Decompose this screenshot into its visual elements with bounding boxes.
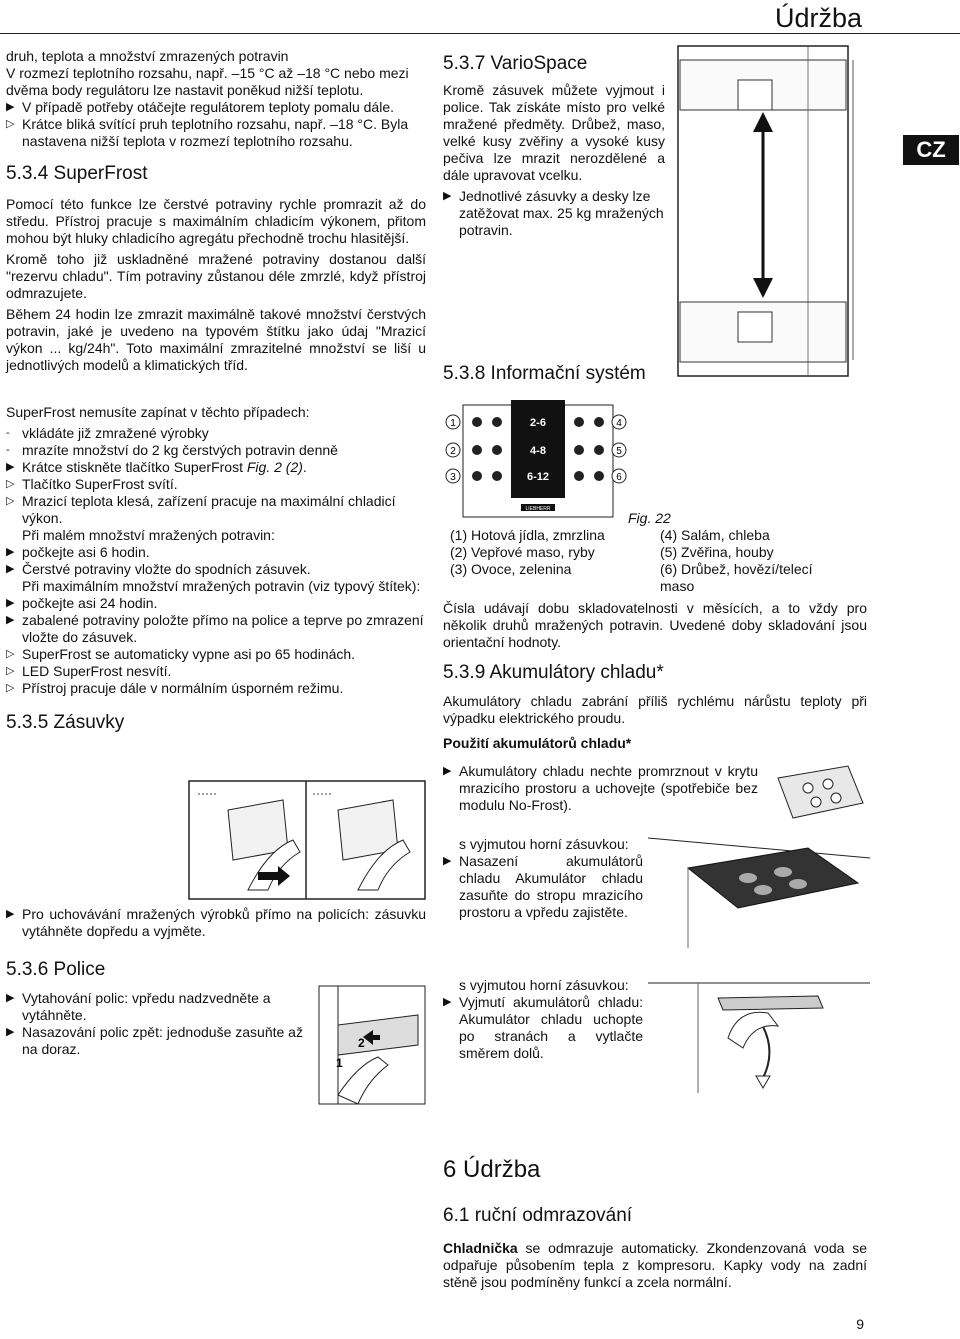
deer-icon xyxy=(594,445,604,455)
cold-pack-step-2: s vyjmutou horní zásuvkou: ▶ Nasazení akumulátorů chladu Akumulátor chladu zasuňte do stropu mrazicího prostoru a vpředu zajistěte. xyxy=(443,836,643,920)
storage-months-3: 6-12 xyxy=(526,471,550,483)
legend-item: (3) Ovoce, zelenina xyxy=(450,561,572,577)
page-number: 9 xyxy=(856,1316,864,1332)
result-step: ▷ Tlačítko SuperFrost svítí. xyxy=(6,476,178,492)
fruit-icon xyxy=(492,471,502,481)
food-index-2: 2 xyxy=(450,446,456,457)
play-icon: ▶ xyxy=(6,1026,15,1038)
action-step: ▶ Jednotlivé zásuvky a desky lze zatěžovat max. 25 kg mražených potravin. xyxy=(443,188,664,238)
play-icon: ▶ xyxy=(6,992,15,1004)
paragraph: SuperFrost nemusíte zapínat v těchto případech: xyxy=(6,404,310,420)
result-icon: ▷ xyxy=(6,118,15,130)
result-icon: ▷ xyxy=(6,665,15,677)
dash-item: - vkládáte již zmražené výrobky xyxy=(6,425,209,441)
action-step: ▶ počkejte asi 24 hodin. xyxy=(6,595,158,611)
left-column xyxy=(6,48,426,743)
carrot-icon xyxy=(472,471,482,481)
sausage-icon xyxy=(574,417,584,427)
result-icon: ▷ xyxy=(6,478,15,490)
result-step: ▷ SuperFrost se automaticky vypne asi po 65 hodinách. xyxy=(6,646,356,662)
paragraph: Kromě toho již uskladněné mražené potraviny dostanou další "rezervu chladu". Tím potraviny zůstanou déle zmrzlé, když přístroj odmrazujete. xyxy=(6,251,426,301)
action-step: ▶ Čerstvé potraviny vložte do spodních zásuvek. xyxy=(6,561,311,577)
sub-heading-bold: Použití akumulátorů chladu* xyxy=(443,735,632,751)
food-index-4: 4 xyxy=(616,418,622,429)
page-header-title: Údržba xyxy=(774,3,862,33)
play-icon: ▶ xyxy=(6,101,15,113)
shelf-label-1: 1 xyxy=(336,1056,343,1070)
section-title-drawers: 5.3.5 Zásuvky xyxy=(6,712,125,733)
header-rule xyxy=(0,33,960,34)
shelf-drawing xyxy=(318,985,426,1105)
section-title-variospace: 5.3.7 VarioSpace xyxy=(443,53,588,74)
sub-heading: Při malém množství mražených potravin: xyxy=(22,527,275,543)
language-tab: CZ xyxy=(903,135,959,165)
section-title-cold-packs: 5.3.9 Akumulátory chladu* xyxy=(443,662,664,683)
chapter-title-maintenance: 6 Údržba xyxy=(443,1156,541,1183)
shelf-illustration xyxy=(318,985,426,1105)
storage-months-1: 2-6 xyxy=(530,417,546,429)
variospace-section xyxy=(443,52,665,239)
legend-right xyxy=(660,527,870,595)
paragraph: Čísla udávají dobu skladovatelnosti v měsících, a to vždy pro několik druhů mražených potravin. Uvedené doby skladování jsou orientační hodnoty. xyxy=(443,600,867,650)
freezer-drawing xyxy=(668,40,890,380)
legend-item: (5) Zvěřina, houby xyxy=(660,544,774,560)
play-icon: ▶ xyxy=(443,855,452,867)
result-step: ▷ LED SuperFrost nesvítí. xyxy=(6,663,172,679)
dash-item: - mrazíte množství do 2 kg čerstvých potravin denně xyxy=(6,442,338,458)
legend-item: (2) Vepřové maso, ryby xyxy=(450,544,595,560)
cold-pack-drawing xyxy=(768,758,868,828)
section-title-superfrost: 5.3.4 SuperFrost xyxy=(6,163,148,184)
sub-heading: Při maximálním množství mražených potravin (viz typový štítek): xyxy=(22,578,421,594)
action-step: ▶ zabalené potraviny položte přímo na police a teprve po zmrazení vložte do zásuvek. xyxy=(6,612,424,645)
cold-pack-insert-drawing xyxy=(648,828,870,958)
food-index-3: 3 xyxy=(450,472,456,483)
fish-icon xyxy=(492,445,502,455)
food-index-5: 5 xyxy=(616,446,622,457)
action-step: ▶ V případě potřeby otáčejte regulátorem teploty pomalu dále. xyxy=(6,99,395,115)
result-icon: ▷ xyxy=(6,495,15,507)
brand-logo-text: LIEBHERR xyxy=(525,506,551,512)
cold-pack-step-3: s vyjmutou horní zásuvkou: ▶ Vyjmutí akumulátorů chladu: Akumulátor chladu uchopte po stranách a vytlačte směrem dolů. xyxy=(443,977,643,1061)
legend-item: (1) Hotová jídla, zmrzlina xyxy=(450,527,605,543)
play-icon: ▶ xyxy=(6,563,15,575)
paragraph: Kromě zásuvek můžete vyjmout i police. Tak získáte místo pro velké mražené předměty. Drůbež, maso, velké kusy zvěřiny a vysoké kusy pečiva lze mrazit nerozdělené a dále upravovat vcelku. xyxy=(443,82,665,183)
cold-pack-remove-illustration xyxy=(648,968,870,1098)
legend-item: (4) Salám, chleba xyxy=(660,527,770,543)
cold-pack-step-1: ▶ Akumulátory chladu nechte promrznout v krytu mrazicího prostoru a uchovejte (spotřebiče bez modulu No-Frost). xyxy=(443,763,758,813)
paragraph: Pomocí této funkce lze čerstvé potraviny rychle promrazit až do středu. Přístroj pracuje s maximálním chladicím výkonem, přitom mohou být hluky chladicího agregátu přechodně trochu hlasitější. xyxy=(6,196,426,246)
cow-icon xyxy=(594,471,604,481)
storage-months-2: 4-8 xyxy=(530,445,546,457)
dish-icon xyxy=(492,417,502,427)
action-step: ▶ počkejte asi 6 hodin. xyxy=(6,544,150,560)
chicken-icon xyxy=(574,471,584,481)
play-icon: ▶ xyxy=(6,597,15,609)
action-step: ▶ Nasazování polic zpět: jednoduše zasuňte až na doraz. xyxy=(6,1024,303,1057)
food-index-1: 1 xyxy=(450,418,456,429)
mushroom-icon xyxy=(574,445,584,455)
drawer-drawing xyxy=(188,780,426,900)
variospace-illustration xyxy=(668,40,890,380)
action-step: ▶ Pro uchovávání mražených výrobků přímo na policích: zásuvku vytáhněte dopředu a vyjměte. xyxy=(6,906,426,939)
intro-line-1: druh, teplota a množství zmrazených potravin xyxy=(6,48,289,64)
bread-icon xyxy=(594,417,604,427)
paragraph: Akumulátory chladu zabrání příliš rychlému nárůstu teploty při výpadku elektrického proudu. xyxy=(443,693,867,726)
info-legend xyxy=(450,527,870,595)
food-index-6: 6 xyxy=(616,472,622,483)
info-panel-drawing xyxy=(443,400,633,520)
play-icon: ▶ xyxy=(6,614,15,626)
cold-pack-insert-illustration xyxy=(648,828,870,958)
cold-pack-illustration xyxy=(768,758,868,828)
legend-item: (6) Drůbež, hovězí/telecí maso xyxy=(660,561,813,594)
shelf-label-2: 2 xyxy=(358,1036,365,1050)
play-icon: ▶ xyxy=(443,765,452,777)
result-step: ▷ Mrazicí teplota klesá, zařízení pracuje na maximální chladicí výkon. xyxy=(6,493,396,526)
result-icon: ▷ xyxy=(6,682,15,694)
play-icon: ▶ xyxy=(6,546,15,558)
pig-icon xyxy=(472,445,482,455)
section-title-info-system: 5.3.8 Informační systém xyxy=(443,363,646,384)
paragraph: Chladnička se odmrazuje automaticky. Zkondenzovaná voda se odpařuje působením tepla z kompresoru. Kapky vody na zadní stěně jsou podmíněny funkcí a zcela normální. xyxy=(443,1240,867,1290)
legend-left xyxy=(450,527,660,595)
result-step: ▷ Přístroj pracuje dále v normálním úsporném režimu. xyxy=(6,680,344,696)
paragraph: Během 24 hodin lze zmrazit maximálně takové množství čerstvých potravin, jaké je uvedeno na typovém štítku jako údaj "Mrazicí výkon ... kg/24h". Toto maximální zmrazitelné množství se liší u jednotlivých modelů a klimatických tříd. xyxy=(6,306,426,373)
play-icon: ▶ xyxy=(6,461,15,473)
cold-pack-remove-drawing xyxy=(648,968,870,1098)
action-step: ▶ Vytahování polic: vpředu nadzvedněte a vytáhněte. xyxy=(6,990,271,1023)
section-title-shelves: 5.3.6 Police xyxy=(6,959,106,980)
section-title-manual-defrost: 6.1 ruční odmrazování xyxy=(443,1205,633,1226)
drawer-illustration xyxy=(188,780,426,900)
play-icon: ▶ xyxy=(443,190,452,202)
action-step: ▶ Krátce stiskněte tlačítko SuperFrost Fig. 2 (2). xyxy=(6,459,307,475)
play-icon: ▶ xyxy=(6,908,15,920)
result-icon: ▷ xyxy=(6,648,15,660)
info-section-body xyxy=(443,600,867,756)
info-panel-figure xyxy=(443,400,633,520)
intro-line-2: V rozmezí teplotního rozsahu, např. –15 °C až –18 °C nebo mezi dvěma body regulátoru lze nastavit poněkud nižší teplotu. xyxy=(6,65,409,98)
play-icon: ▶ xyxy=(443,996,452,1008)
ice-cream-icon xyxy=(472,417,482,427)
result-step: ▷ Krátce bliká svítící pruh teplotního rozsahu, např. –18 °C. Byla nastavena nižší teplota v rozmezí teplotního rozsahu. xyxy=(6,116,409,149)
fig-caption: Fig. 22 xyxy=(628,510,671,526)
